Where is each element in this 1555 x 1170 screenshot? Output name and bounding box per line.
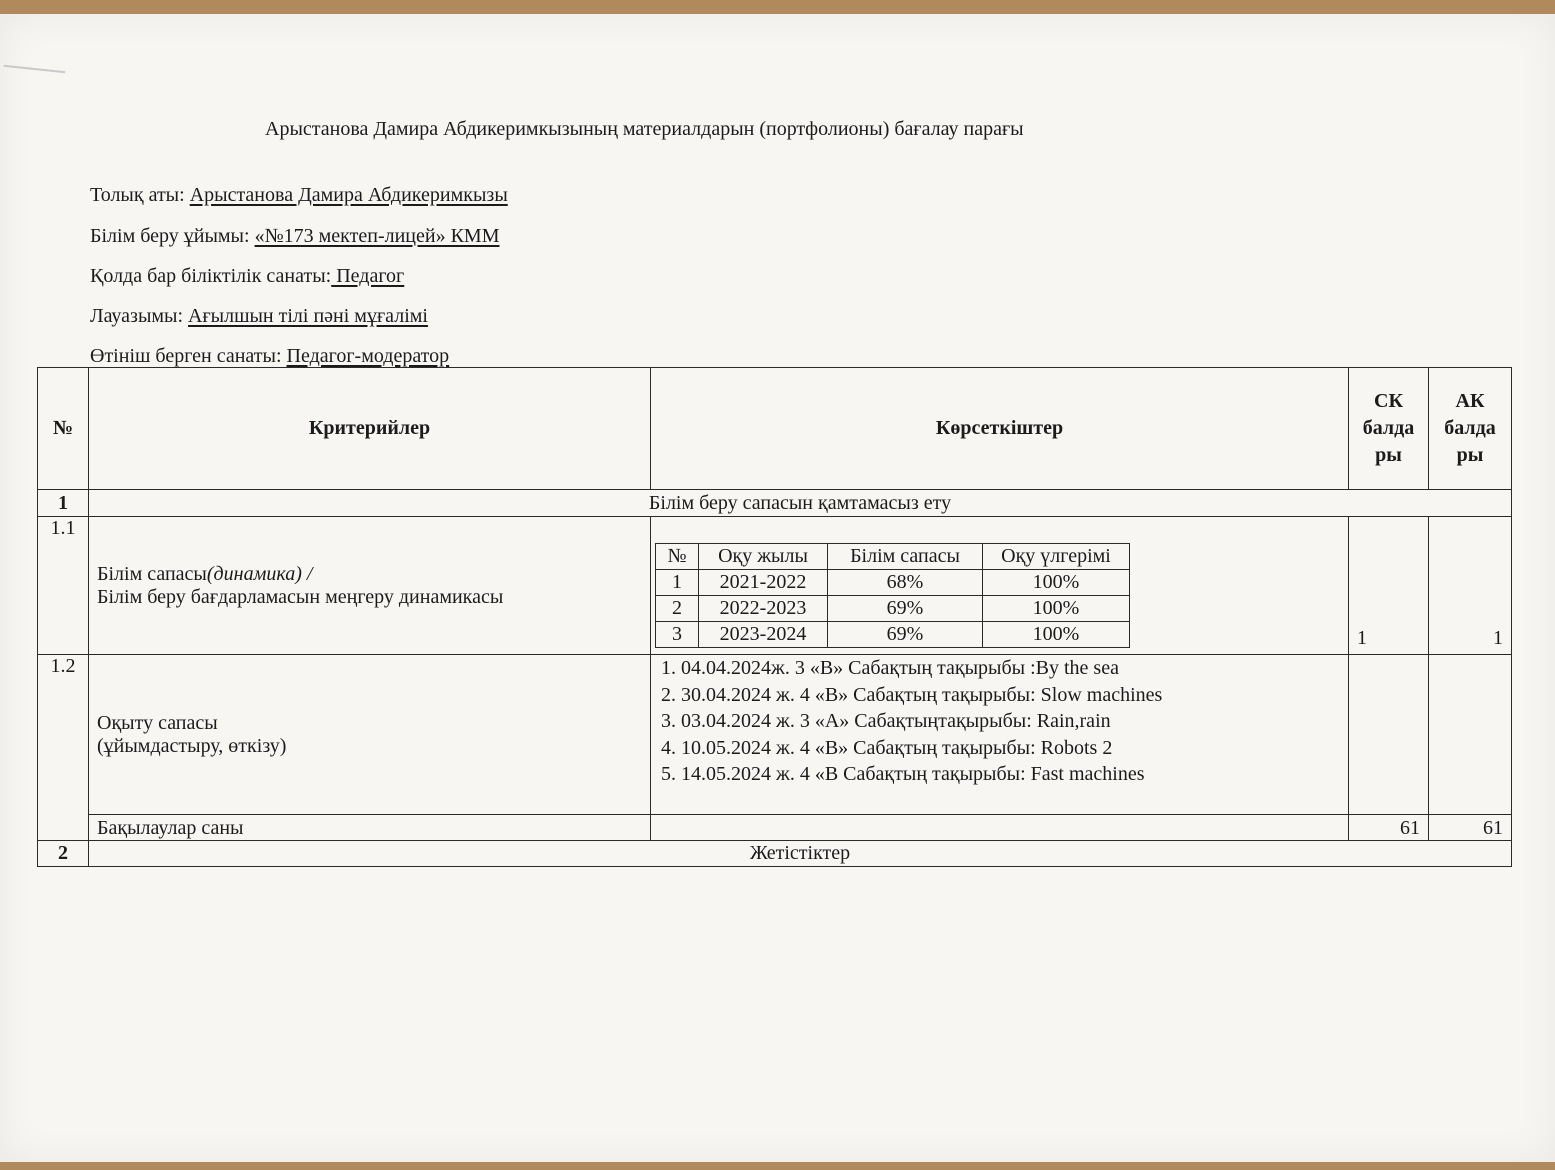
quality-row	[656, 570, 1130, 596]
info-label: Білім беру ұйымы:	[90, 225, 255, 247]
row-sk-score: 1	[1349, 517, 1429, 655]
quality-cell: 2023-2024	[699, 622, 828, 648]
info-full-name	[90, 184, 508, 207]
criteria-line2: Білім беру бағдарламасын меңгеру динамикасы	[97, 585, 504, 608]
header-sk-line3: ры	[1375, 444, 1402, 466]
info-organization	[90, 225, 499, 248]
quality-header: Білім сапасы	[828, 544, 983, 570]
quality-cell: 100%	[983, 570, 1130, 596]
lesson-item: 4. 10.05.2024 ж. 4 «В» Сабақтың тақырыбы: Robots 2	[661, 736, 1113, 759]
lesson-item: 5. 14.05.2024 ж. 4 «В Сабақтың тақырыбы: Fast machines	[661, 763, 1145, 785]
criteria-line1: Оқыту сапасы	[97, 711, 218, 734]
info-value: Педагог-модератор	[286, 345, 450, 367]
row-num: 1.2	[38, 655, 89, 841]
quality-header: Оқу жылы	[699, 544, 828, 570]
lessons-list	[651, 655, 1349, 815]
section-num: 1	[38, 490, 89, 517]
row-ak-score: 1	[1429, 517, 1512, 655]
quality-row	[656, 596, 1130, 622]
quality-cell: 68%	[828, 570, 983, 596]
header-num: №	[38, 368, 89, 490]
info-label: Өтініш берген санаты:	[90, 345, 287, 367]
section-num: 2	[38, 841, 89, 867]
quality-header: Оқу үлгерімі	[983, 544, 1130, 570]
row-ak-score	[1429, 655, 1512, 815]
assessment-table	[37, 367, 1512, 867]
quality-cell: 69%	[828, 622, 983, 648]
lesson-item: 2. 30.04.2024 ж. 4 «В» Сабақтың тақырыбы: Slow machines	[661, 683, 1163, 706]
info-value: Педагог	[331, 265, 405, 287]
header-ak-points	[1429, 368, 1512, 490]
info-current-category	[90, 265, 404, 288]
info-value: Арыстанова Дамира Абдикеримкызы	[189, 184, 508, 206]
observations-row	[38, 815, 1512, 841]
quality-row	[656, 622, 1130, 648]
quality-cell: 100%	[983, 622, 1130, 648]
observations-indicators	[651, 815, 1349, 841]
info-label: Лауазымы:	[90, 305, 189, 327]
row-num: 1.1	[38, 517, 89, 655]
section-title: Жетістіктер	[89, 841, 1512, 867]
quality-cell: 2021-2022	[699, 570, 828, 596]
header-sk-points	[1349, 368, 1429, 490]
quality-cell: 1	[656, 570, 699, 596]
table-row-1-2	[38, 655, 1512, 815]
observations-sk: 61	[1349, 815, 1429, 841]
section-row-1	[38, 490, 1512, 517]
quality-cell: 69%	[828, 596, 983, 622]
section-row-2	[38, 841, 1512, 867]
table-header-row	[38, 368, 1512, 490]
header-sk-line2: балда	[1362, 417, 1415, 439]
quality-header: №	[656, 544, 699, 570]
info-position	[90, 305, 428, 328]
info-label: Қолда бар біліктілік санаты:	[90, 265, 332, 287]
header-ak-line1: АК	[1455, 390, 1485, 412]
criteria-line2: (ұйымдастыру, өткізу)	[97, 734, 287, 757]
info-value: «№173 мектеп-лицей» КММ	[254, 225, 500, 247]
info-value: Ағылшын тілі пәні мұғалімі	[188, 305, 428, 327]
observations-label: Бақылаулар саны	[89, 815, 651, 841]
table-row-1-1	[38, 517, 1512, 655]
header-sk-line1: СК	[1374, 390, 1403, 412]
info-label: Толық аты:	[90, 184, 190, 206]
lesson-item: 3. 03.04.2024 ж. 3 «А» Сабақтыңтақырыбы: Rain,rain	[661, 710, 1111, 732]
header-ak-line3: ры	[1456, 444, 1484, 466]
header-criteria: Критерийлер	[89, 368, 651, 490]
lesson-item: 1. 04.04.2024ж. 3 «В» Сабақтың тақырыбы :By the sea	[661, 657, 1119, 679]
criteria-main: Білім сапасы	[97, 562, 207, 585]
row-criteria	[89, 655, 651, 815]
pen-mark	[4, 55, 67, 73]
info-requested-category	[90, 345, 449, 368]
quality-cell: 3	[656, 622, 699, 648]
section-title: Білім беру сапасын қамтамасыз ету	[89, 490, 1512, 517]
quality-header-row	[656, 544, 1130, 570]
quality-cell: 2022-2023	[699, 596, 828, 622]
criteria-italic: (динамика) /	[206, 562, 313, 585]
quality-cell: 100%	[983, 596, 1130, 622]
row-indicators	[651, 517, 1349, 655]
header-ak-line2: балда	[1444, 417, 1496, 439]
document-title: Арыстанова Дамира Абдикеримкызының материалдарын (портфолионы) бағалау парағы	[265, 118, 1024, 140]
header-indicators: Көрсеткіштер	[651, 368, 1349, 490]
quality-table	[655, 543, 1130, 648]
row-criteria	[89, 517, 651, 655]
row-sk-score	[1349, 655, 1429, 815]
quality-cell: 2	[656, 596, 699, 622]
observations-ak: 61	[1429, 815, 1512, 841]
